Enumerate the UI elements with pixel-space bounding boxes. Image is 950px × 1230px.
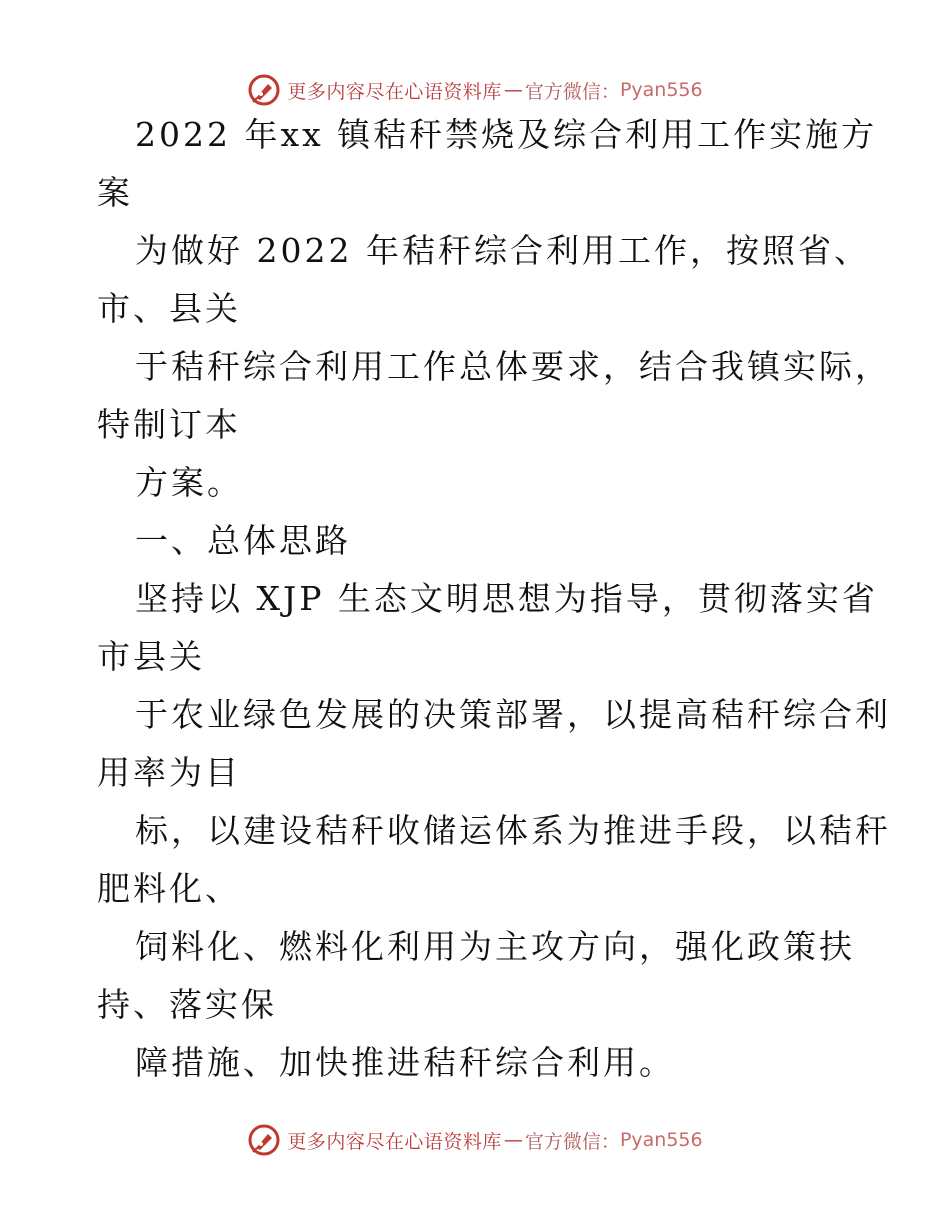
watermark-separator: — bbox=[503, 1129, 523, 1151]
title-line-1: 2022 年xx 镇秸秆禁烧及综合利用工作实施方 bbox=[135, 115, 878, 154]
document-body bbox=[97, 115, 891, 1104]
pen-nib-logo-icon bbox=[247, 73, 281, 107]
paragraph-line: 饲料化、燃料化利用为主攻方向，强化政策扶 bbox=[135, 927, 855, 966]
paragraph-line: 方案。 bbox=[135, 463, 243, 502]
paragraph-line: 肥料化、 bbox=[97, 869, 241, 908]
watermark-wechat-label: 官方微信： bbox=[524, 80, 620, 103]
paragraph-line: 于秸秆综合利用工作总体要求，结合我镇实际， bbox=[135, 347, 891, 386]
paragraph-line: 为做好 2022 年秸秆综合利用工作，按照省、 bbox=[135, 231, 870, 270]
title-line-2: 案 bbox=[97, 173, 133, 212]
watermark-wechat-label: 官方微信： bbox=[524, 1130, 620, 1153]
paragraph-line: 障措施、加快推进秸秆综合利用。 bbox=[135, 1043, 675, 1082]
header-watermark bbox=[0, 70, 950, 110]
section-heading: 一、总体思路 bbox=[135, 521, 351, 560]
paragraph-line: 于农业绿色发展的决策部署，以提高秸秆综合利 bbox=[135, 695, 891, 734]
pen-nib-logo-icon bbox=[247, 1123, 281, 1157]
footer-watermark bbox=[0, 1120, 950, 1160]
watermark-wechat-id: Pyan556 bbox=[619, 79, 703, 101]
paragraph-line: 市县关 bbox=[97, 637, 205, 676]
paragraph-line: 坚持以 XJP 生态文明思想为指导，贯彻落实省 bbox=[135, 579, 878, 618]
watermark-wechat-id: Pyan556 bbox=[619, 1129, 703, 1151]
paragraph-line: 特制订本 bbox=[97, 405, 241, 444]
paragraph-line: 用率为目 bbox=[97, 753, 241, 792]
watermark-text: 更多内容尽在心语资料库 bbox=[287, 80, 502, 103]
watermark-separator: — bbox=[503, 79, 523, 101]
paragraph-line: 持、落实保 bbox=[97, 985, 277, 1024]
watermark-text: 更多内容尽在心语资料库 bbox=[287, 1130, 502, 1153]
paragraph-line: 市、县关 bbox=[97, 289, 241, 328]
paragraph-line: 标，以建设秸秆收储运体系为推进手段，以秸秆 bbox=[135, 811, 891, 850]
